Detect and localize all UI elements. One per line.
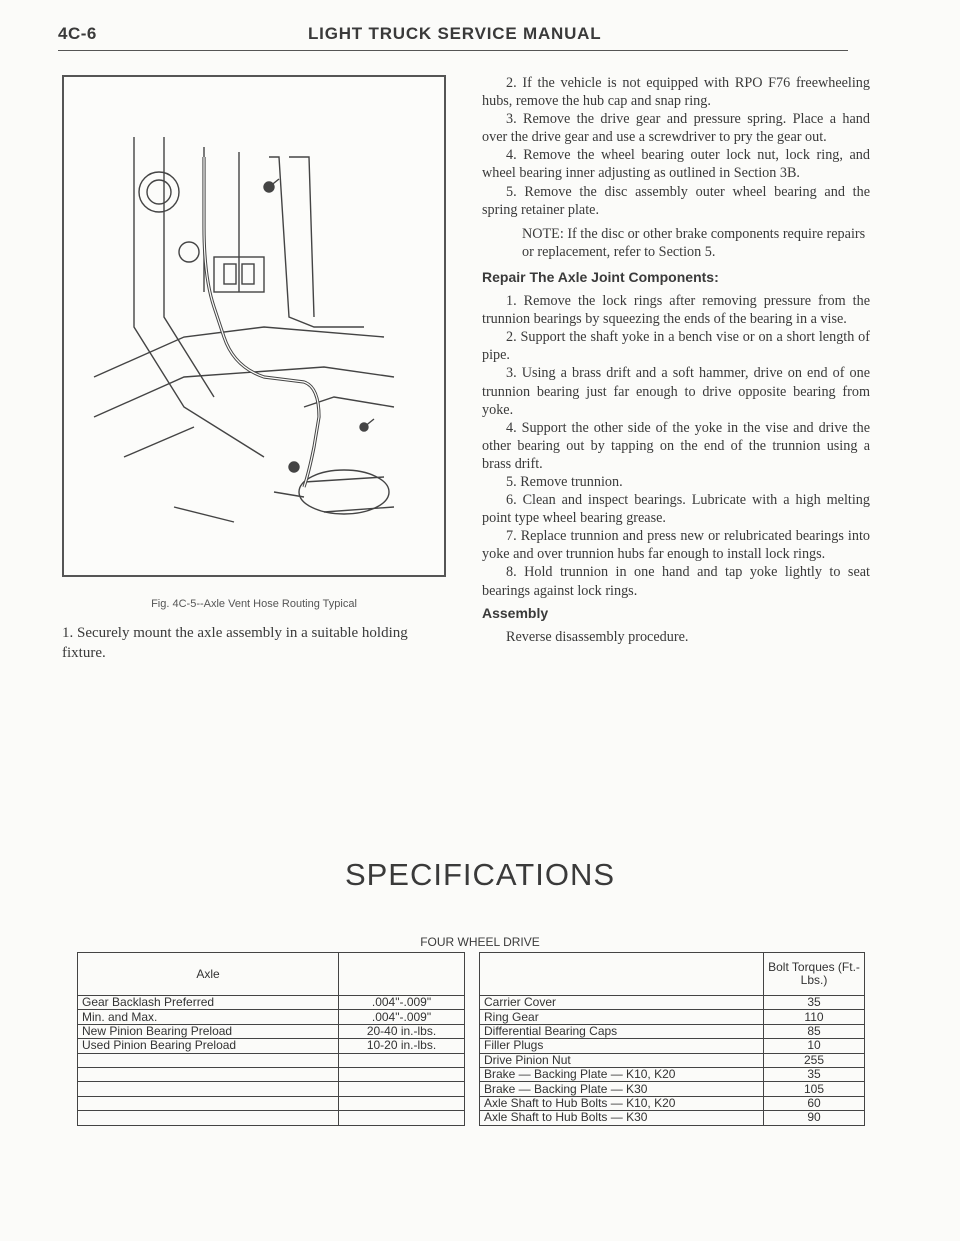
procedure-step: 5. Remove the disc assembly outer wheel bearing and the spring retainer plate. <box>482 183 870 218</box>
table-row <box>78 1010 465 1024</box>
procedure-step: 4. Support the other side of the yoke in the vise and drive the other bearing out by tapping on the end of the trunnion using a brass drift. <box>482 419 870 472</box>
spec-label: Filler Plugs <box>480 1039 764 1053</box>
spec-value: 60 <box>764 1096 865 1110</box>
procedure-step-1: 1. Securely mount the axle assembly in a suitable holding fixture. <box>62 625 408 661</box>
spec-label: Brake — Backing Plate — K30 <box>480 1082 764 1096</box>
torque-header-label <box>480 953 764 996</box>
spec-label: Carrier Cover <box>480 996 764 1010</box>
spec-value: 20-40 in.-lbs. <box>339 1024 465 1038</box>
table-row <box>480 1053 865 1067</box>
table-row <box>78 1024 465 1038</box>
procedure-step: 4. Remove the wheel bearing outer lock nut, lock ring, and wheel bearing inner adjusting as outlined in Section 3B. <box>482 147 870 182</box>
spec-value: 110 <box>764 1010 865 1024</box>
table-row <box>78 1067 465 1081</box>
axle-spec-table <box>77 952 465 1126</box>
spec-value: 105 <box>764 1082 865 1096</box>
table-row <box>480 996 865 1010</box>
spec-value: 35 <box>764 996 865 1010</box>
procedure-step: 1. Remove the lock rings after removing pressure from the trunnion bearings by squeezing the ends of the bearing in a vise. <box>482 293 870 328</box>
table-row <box>480 1010 865 1024</box>
specifications-subtitle: FOUR WHEEL DRIVE <box>420 935 540 949</box>
axle-vent-hose-illustration <box>64 77 444 575</box>
figure-frame <box>62 75 446 577</box>
procedure-step: 7. Replace trunnion and press new or relubricated bearings into yoke and over trunnion hubs far enough to install lock rings. <box>482 528 870 563</box>
spec-label: Min. and Max. <box>78 1010 339 1024</box>
table-row <box>78 996 465 1010</box>
spec-label: Drive Pinion Nut <box>480 1053 764 1067</box>
table-row <box>78 1039 465 1053</box>
spec-label: Axle Shaft to Hub Bolts — K30 <box>480 1111 764 1125</box>
table-row <box>78 1111 465 1125</box>
procedure-step: 3. Using a brass drift and a soft hammer, drive on end of one trunnion bearing just far enough to drive opposite bearing from yoke. <box>482 365 870 418</box>
table-row <box>480 1096 865 1110</box>
note-text: NOTE: If the disc or other brake components require repairs or replacement, refer to Section 5. <box>522 225 866 260</box>
page-number: 4C-6 <box>58 24 97 43</box>
spec-label: Brake — Backing Plate — K10, K20 <box>480 1067 764 1081</box>
procedure-step: 3. Remove the drive gear and pressure spring. Place a hand over the drive gear and use a screwdriver to pry the gear out. <box>482 111 870 146</box>
axle-header-value <box>339 953 465 996</box>
spec-value: .004"-.009" <box>339 996 465 1010</box>
procedure-step: 5. Remove trunnion. <box>506 473 623 490</box>
table-row <box>480 1039 865 1053</box>
assembly-text: Reverse disassembly procedure. <box>506 628 689 645</box>
axle-header: Axle <box>78 953 339 996</box>
spec-value: 90 <box>764 1111 865 1125</box>
manual-title: LIGHT TRUCK SERVICE MANUAL <box>308 24 602 43</box>
spec-value: 35 <box>764 1067 865 1081</box>
procedure-step: 2. Support the shaft yoke in a bench vise or on a short length of pipe. <box>482 329 870 364</box>
bolt-torque-table <box>479 952 865 1126</box>
table-row <box>78 1096 465 1110</box>
table-row <box>480 1067 865 1081</box>
table-row <box>480 1111 865 1125</box>
table-row <box>78 1053 465 1067</box>
spec-value: .004"-.009" <box>339 1010 465 1024</box>
figure-caption: Fig. 4C-5--Axle Vent Hose Routing Typical <box>151 598 357 610</box>
repair-heading: Repair The Axle Joint Components: <box>482 268 719 285</box>
right-column <box>482 74 870 646</box>
spec-value: 85 <box>764 1024 865 1038</box>
header-rule <box>58 50 848 51</box>
spec-label: New Pinion Bearing Preload <box>78 1024 339 1038</box>
torque-header: Bolt Torques (Ft.-Lbs.) <box>764 953 865 996</box>
spec-value: 255 <box>764 1053 865 1067</box>
procedure-step: 6. Clean and inspect bearings. Lubricate with a high melting point type wheel bearing grease. <box>482 492 870 527</box>
spec-value: 10-20 in.-lbs. <box>339 1039 465 1053</box>
spec-value: 10 <box>764 1039 865 1053</box>
assembly-heading: Assembly <box>482 604 549 621</box>
procedure-step: 8. Hold trunnion in one hand and tap yoke lightly to seat bearings against lock rings. <box>482 564 870 599</box>
spec-label: Ring Gear <box>480 1010 764 1024</box>
table-row <box>480 1024 865 1038</box>
table-row <box>480 1082 865 1096</box>
table-row <box>78 1082 465 1096</box>
specifications-title: SPECIFICATIONS <box>344 857 616 892</box>
spec-label: Gear Backlash Preferred <box>78 996 339 1010</box>
spec-label: Differential Bearing Caps <box>480 1024 764 1038</box>
spec-label: Axle Shaft to Hub Bolts — K10, K20 <box>480 1096 764 1110</box>
spec-label: Used Pinion Bearing Preload <box>78 1039 339 1053</box>
procedure-step: 2. If the vehicle is not equipped with RPO F76 freewheeling hubs, remove the hub cap and snap ring. <box>482 75 870 110</box>
